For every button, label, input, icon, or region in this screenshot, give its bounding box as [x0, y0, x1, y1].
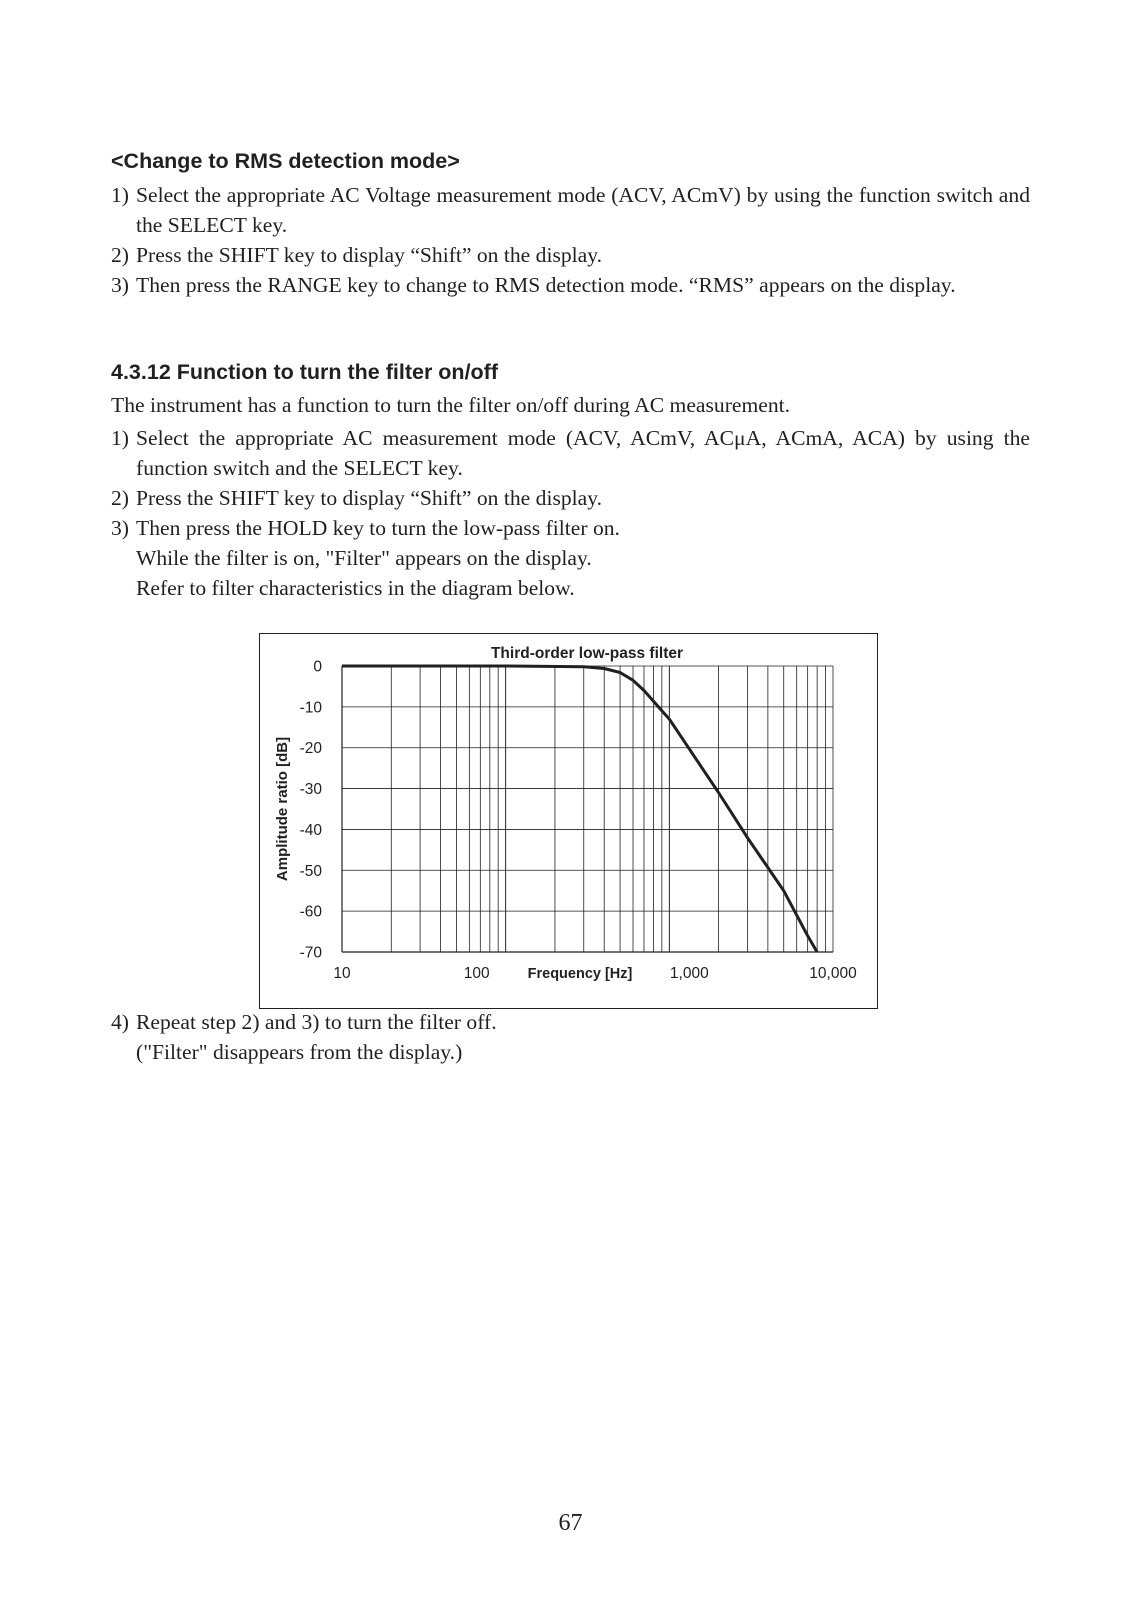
step-text: Press the SHIFT key to display “Shift” on the display.	[136, 243, 603, 267]
y-tick-label: -70	[299, 944, 322, 962]
step-text-line: Repeat step 2) and 3) to turn the filter off.	[136, 1010, 497, 1034]
step-number: 3)	[111, 273, 129, 297]
filter-step-3	[111, 513, 1030, 603]
filter-chart-frame	[259, 633, 878, 1009]
step-text: Select the appropriate AC Voltage measurement mode (ACV, ACmV) by using the function switch and the SELECT key.	[136, 183, 1030, 237]
step-text: Then press the RANGE key to change to RMS detection mode. “RMS” appears on the display.	[136, 273, 956, 297]
filter-response-curve	[342, 666, 817, 952]
y-tick-label: -40	[299, 821, 322, 839]
filter-step-4	[111, 1007, 1030, 1067]
filter-steps-after	[111, 1007, 1030, 1067]
filter-step-1	[111, 423, 1030, 483]
y-tick-label: -60	[299, 903, 322, 921]
x-tick-label: 1,000	[669, 965, 709, 982]
step-text-line: ("Filter" disappears from the display.)	[136, 1040, 463, 1064]
rms-step-3	[111, 270, 1030, 300]
filter-chart	[260, 634, 879, 1010]
filter-step-2	[111, 483, 1030, 513]
step-number: 3)	[111, 516, 129, 540]
filter-section-heading: 4.3.12 Function to turn the filter on/off	[111, 360, 498, 384]
step-number: 2)	[111, 486, 129, 510]
step-text-line: While the filter is on, "Filter" appears on the display.	[136, 546, 592, 570]
step-text: Select the appropriate AC measurement mode (ACV, ACmV, ACμA, ACmA, ACA) by using the function switch and the SELECT key.	[136, 426, 1030, 480]
rms-steps	[111, 180, 1030, 300]
step-number: 1)	[111, 183, 129, 207]
filter-intro: The instrument has a function to turn the filter on/off during AC measurement.	[111, 393, 791, 417]
filter-steps	[111, 423, 1030, 603]
y-tick-label: -50	[299, 862, 322, 880]
x-tick-label: 10	[333, 965, 351, 982]
step-text-line: Refer to filter characteristics in the diagram below.	[136, 576, 575, 600]
step-number: 4)	[111, 1010, 129, 1034]
y-tick-label: 0	[313, 658, 322, 676]
rms-step-2	[111, 240, 1030, 270]
rms-heading: <Change to RMS detection mode>	[111, 149, 460, 173]
y-tick-label: -10	[299, 699, 322, 717]
step-number: 2)	[111, 243, 129, 267]
page-number: 67	[558, 1510, 583, 1536]
x-tick-label: 10,000	[809, 965, 857, 982]
x-tick-label: 100	[463, 965, 490, 982]
rms-step-1	[111, 180, 1030, 240]
chart-title: Third-order low-pass filter	[490, 645, 684, 662]
step-text: Press the SHIFT key to display “Shift” on the display.	[136, 486, 603, 510]
step-number: 1)	[111, 426, 129, 450]
y-axis-label: Amplitude ratio [dB]	[274, 736, 291, 882]
step-text-line: Then press the HOLD key to turn the low-pass filter on.	[136, 516, 620, 540]
y-tick-label: -20	[299, 740, 322, 758]
x-axis-label: Frequency [Hz]	[527, 966, 633, 982]
y-tick-label: -30	[299, 781, 322, 799]
